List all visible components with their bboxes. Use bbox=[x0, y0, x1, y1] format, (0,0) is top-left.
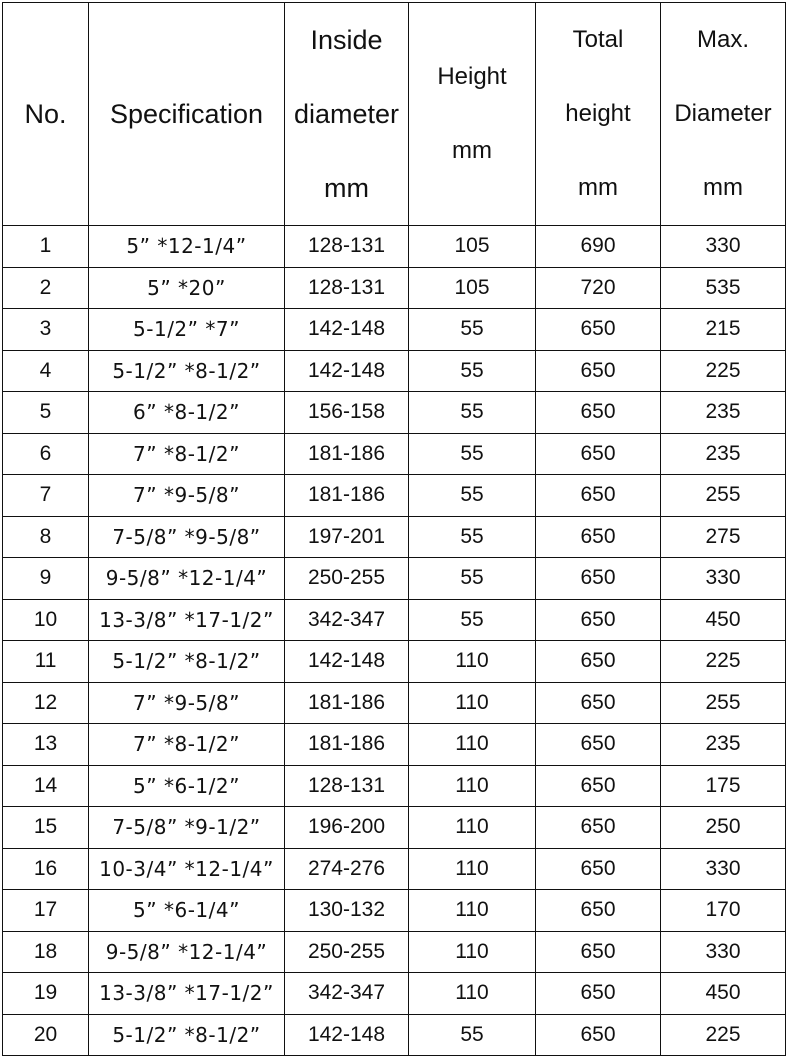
header-height bbox=[409, 3, 536, 226]
cell-specification: 7” *9-5/8” bbox=[89, 682, 285, 724]
cell-no: 20 bbox=[3, 1014, 89, 1056]
cell-specification: 5” *12-1/4” bbox=[89, 226, 285, 268]
cell-no: 12 bbox=[3, 682, 89, 724]
cell-inside-diameter: 142-148 bbox=[285, 641, 409, 683]
table-row bbox=[3, 641, 786, 683]
cell-no: 7 bbox=[3, 475, 89, 517]
cell-total-height: 650 bbox=[536, 516, 661, 558]
cell-no: 3 bbox=[3, 309, 89, 351]
cell-total-height: 650 bbox=[536, 1014, 661, 1056]
header-inside-diameter-line-3: mm bbox=[324, 173, 369, 203]
cell-specification: 5-1/2” *8-1/2” bbox=[89, 641, 285, 683]
cell-height: 55 bbox=[409, 350, 536, 392]
cell-inside-diameter: 274-276 bbox=[285, 848, 409, 890]
header-total-height-line-1: Total bbox=[572, 26, 624, 53]
cell-total-height: 650 bbox=[536, 475, 661, 517]
cell-no: 19 bbox=[3, 973, 89, 1015]
cell-total-height: 650 bbox=[536, 848, 661, 890]
header-row bbox=[3, 3, 786, 226]
cell-inside-diameter: 181-186 bbox=[285, 724, 409, 766]
cell-height: 110 bbox=[409, 807, 536, 849]
cell-no: 4 bbox=[3, 350, 89, 392]
cell-height: 110 bbox=[409, 641, 536, 683]
cell-no: 17 bbox=[3, 890, 89, 932]
cell-max-diameter: 535 bbox=[661, 267, 786, 309]
cell-total-height: 650 bbox=[536, 350, 661, 392]
cell-max-diameter: 450 bbox=[661, 599, 786, 641]
table-row bbox=[3, 433, 786, 475]
cell-height: 55 bbox=[409, 1014, 536, 1056]
cell-max-diameter: 250 bbox=[661, 807, 786, 849]
cell-no: 1 bbox=[3, 226, 89, 268]
cell-specification: 7” *8-1/2” bbox=[89, 433, 285, 475]
cell-max-diameter: 330 bbox=[661, 558, 786, 600]
cell-specification: 5” *6-1/4” bbox=[89, 890, 285, 932]
cell-specification: 7” *9-5/8” bbox=[89, 475, 285, 517]
cell-height: 110 bbox=[409, 724, 536, 766]
cell-max-diameter: 330 bbox=[661, 931, 786, 973]
cell-specification: 13-3/8” *17-1/2” bbox=[89, 973, 285, 1015]
cell-max-diameter: 225 bbox=[661, 641, 786, 683]
table-row bbox=[3, 973, 786, 1015]
cell-max-diameter: 175 bbox=[661, 765, 786, 807]
cell-max-diameter: 225 bbox=[661, 350, 786, 392]
cell-specification: 5-1/2” *8-1/2” bbox=[89, 350, 285, 392]
cell-inside-diameter: 342-347 bbox=[285, 973, 409, 1015]
cell-total-height: 650 bbox=[536, 558, 661, 600]
cell-no: 10 bbox=[3, 599, 89, 641]
table-row bbox=[3, 724, 786, 766]
cell-total-height: 650 bbox=[536, 392, 661, 434]
cell-specification: 9-5/8” *12-1/4” bbox=[89, 558, 285, 600]
table-row bbox=[3, 475, 786, 517]
header-total-height bbox=[536, 3, 661, 226]
cell-total-height: 650 bbox=[536, 973, 661, 1015]
cell-specification: 6” *8-1/2” bbox=[89, 392, 285, 434]
cell-height: 110 bbox=[409, 682, 536, 724]
cell-max-diameter: 170 bbox=[661, 890, 786, 932]
table-row bbox=[3, 516, 786, 558]
cell-total-height: 650 bbox=[536, 309, 661, 351]
table-row bbox=[3, 309, 786, 351]
table-row bbox=[3, 1014, 786, 1056]
cell-no: 16 bbox=[3, 848, 89, 890]
cell-inside-diameter: 156-158 bbox=[285, 392, 409, 434]
table-row bbox=[3, 599, 786, 641]
cell-inside-diameter: 196-200 bbox=[285, 807, 409, 849]
table-row bbox=[3, 267, 786, 309]
cell-height: 110 bbox=[409, 931, 536, 973]
header-inside-diameter-line-1: Inside bbox=[310, 25, 383, 55]
cell-max-diameter: 255 bbox=[661, 682, 786, 724]
cell-specification: 7-5/8” *9-5/8” bbox=[89, 516, 285, 558]
cell-no: 18 bbox=[3, 931, 89, 973]
cell-inside-diameter: 181-186 bbox=[285, 682, 409, 724]
cell-inside-diameter: 128-131 bbox=[285, 267, 409, 309]
table-row bbox=[3, 226, 786, 268]
cell-height: 55 bbox=[409, 433, 536, 475]
cell-specification: 10-3/4” *12-1/4” bbox=[89, 848, 285, 890]
cell-total-height: 650 bbox=[536, 765, 661, 807]
cell-inside-diameter: 181-186 bbox=[285, 475, 409, 517]
cell-inside-diameter: 181-186 bbox=[285, 433, 409, 475]
cell-specification: 7-5/8” *9-1/2” bbox=[89, 807, 285, 849]
cell-max-diameter: 330 bbox=[661, 226, 786, 268]
cell-total-height: 650 bbox=[536, 433, 661, 475]
cell-total-height: 650 bbox=[536, 724, 661, 766]
cell-max-diameter: 235 bbox=[661, 433, 786, 475]
cell-inside-diameter: 250-255 bbox=[285, 558, 409, 600]
cell-max-diameter: 235 bbox=[661, 392, 786, 434]
table-row bbox=[3, 807, 786, 849]
cell-specification: 13-3/8” *17-1/2” bbox=[89, 599, 285, 641]
cell-height: 55 bbox=[409, 516, 536, 558]
cell-height: 105 bbox=[409, 267, 536, 309]
cell-height: 105 bbox=[409, 226, 536, 268]
table-row bbox=[3, 765, 786, 807]
cell-total-height: 650 bbox=[536, 931, 661, 973]
cell-height: 55 bbox=[409, 599, 536, 641]
cell-height: 110 bbox=[409, 973, 536, 1015]
cell-no: 5 bbox=[3, 392, 89, 434]
cell-inside-diameter: 342-347 bbox=[285, 599, 409, 641]
cell-height: 55 bbox=[409, 392, 536, 434]
header-height-line-1: Height bbox=[437, 63, 507, 90]
cell-inside-diameter: 128-131 bbox=[285, 765, 409, 807]
header-inside-diameter-line-2: diameter bbox=[293, 99, 400, 129]
cell-height: 55 bbox=[409, 558, 536, 600]
table-row bbox=[3, 848, 786, 890]
cell-max-diameter: 255 bbox=[661, 475, 786, 517]
header-total-height-line-2: height bbox=[565, 100, 631, 127]
table-row bbox=[3, 392, 786, 434]
cell-inside-diameter: 142-148 bbox=[285, 309, 409, 351]
table-row bbox=[3, 682, 786, 724]
cell-no: 11 bbox=[3, 641, 89, 683]
cell-no: 9 bbox=[3, 558, 89, 600]
cell-height: 110 bbox=[409, 848, 536, 890]
cell-max-diameter: 275 bbox=[661, 516, 786, 558]
cell-specification: 5” *20” bbox=[89, 267, 285, 309]
table-row bbox=[3, 350, 786, 392]
cell-inside-diameter: 128-131 bbox=[285, 226, 409, 268]
header-no: No. bbox=[3, 3, 89, 226]
cell-no: 13 bbox=[3, 724, 89, 766]
specification-table bbox=[2, 2, 786, 1056]
cell-max-diameter: 225 bbox=[661, 1014, 786, 1056]
cell-total-height: 720 bbox=[536, 267, 661, 309]
cell-total-height: 650 bbox=[536, 641, 661, 683]
cell-total-height: 650 bbox=[536, 890, 661, 932]
cell-height: 110 bbox=[409, 890, 536, 932]
table-row bbox=[3, 931, 786, 973]
cell-height: 55 bbox=[409, 309, 536, 351]
cell-total-height: 650 bbox=[536, 682, 661, 724]
header-height-line-2: mm bbox=[452, 137, 492, 164]
cell-total-height: 650 bbox=[536, 807, 661, 849]
cell-inside-diameter: 142-148 bbox=[285, 1014, 409, 1056]
header-inside-diameter bbox=[285, 3, 409, 226]
cell-max-diameter: 215 bbox=[661, 309, 786, 351]
cell-inside-diameter: 130-132 bbox=[285, 890, 409, 932]
cell-total-height: 690 bbox=[536, 226, 661, 268]
header-max-diameter bbox=[661, 3, 786, 226]
header-total-height-line-3: mm bbox=[578, 174, 618, 201]
cell-no: 15 bbox=[3, 807, 89, 849]
cell-no: 14 bbox=[3, 765, 89, 807]
cell-total-height: 650 bbox=[536, 599, 661, 641]
cell-specification: 7” *8-1/2” bbox=[89, 724, 285, 766]
cell-specification: 5-1/2” *8-1/2” bbox=[89, 1014, 285, 1056]
cell-inside-diameter: 142-148 bbox=[285, 350, 409, 392]
cell-no: 8 bbox=[3, 516, 89, 558]
cell-max-diameter: 235 bbox=[661, 724, 786, 766]
cell-specification: 5-1/2” *7” bbox=[89, 309, 285, 351]
header-specification: Specification bbox=[89, 3, 285, 226]
cell-specification: 5” *6-1/2” bbox=[89, 765, 285, 807]
cell-max-diameter: 450 bbox=[661, 973, 786, 1015]
cell-inside-diameter: 250-255 bbox=[285, 931, 409, 973]
cell-inside-diameter: 197-201 bbox=[285, 516, 409, 558]
header-max-diameter-line-3: mm bbox=[703, 174, 743, 201]
cell-specification: 9-5/8” *12-1/4” bbox=[89, 931, 285, 973]
cell-max-diameter: 330 bbox=[661, 848, 786, 890]
cell-no: 6 bbox=[3, 433, 89, 475]
table-row bbox=[3, 558, 786, 600]
cell-no: 2 bbox=[3, 267, 89, 309]
cell-height: 110 bbox=[409, 765, 536, 807]
header-max-diameter-line-2: Diameter bbox=[674, 100, 772, 127]
header-max-diameter-line-1: Max. bbox=[696, 26, 749, 53]
table-row bbox=[3, 890, 786, 932]
cell-height: 55 bbox=[409, 475, 536, 517]
